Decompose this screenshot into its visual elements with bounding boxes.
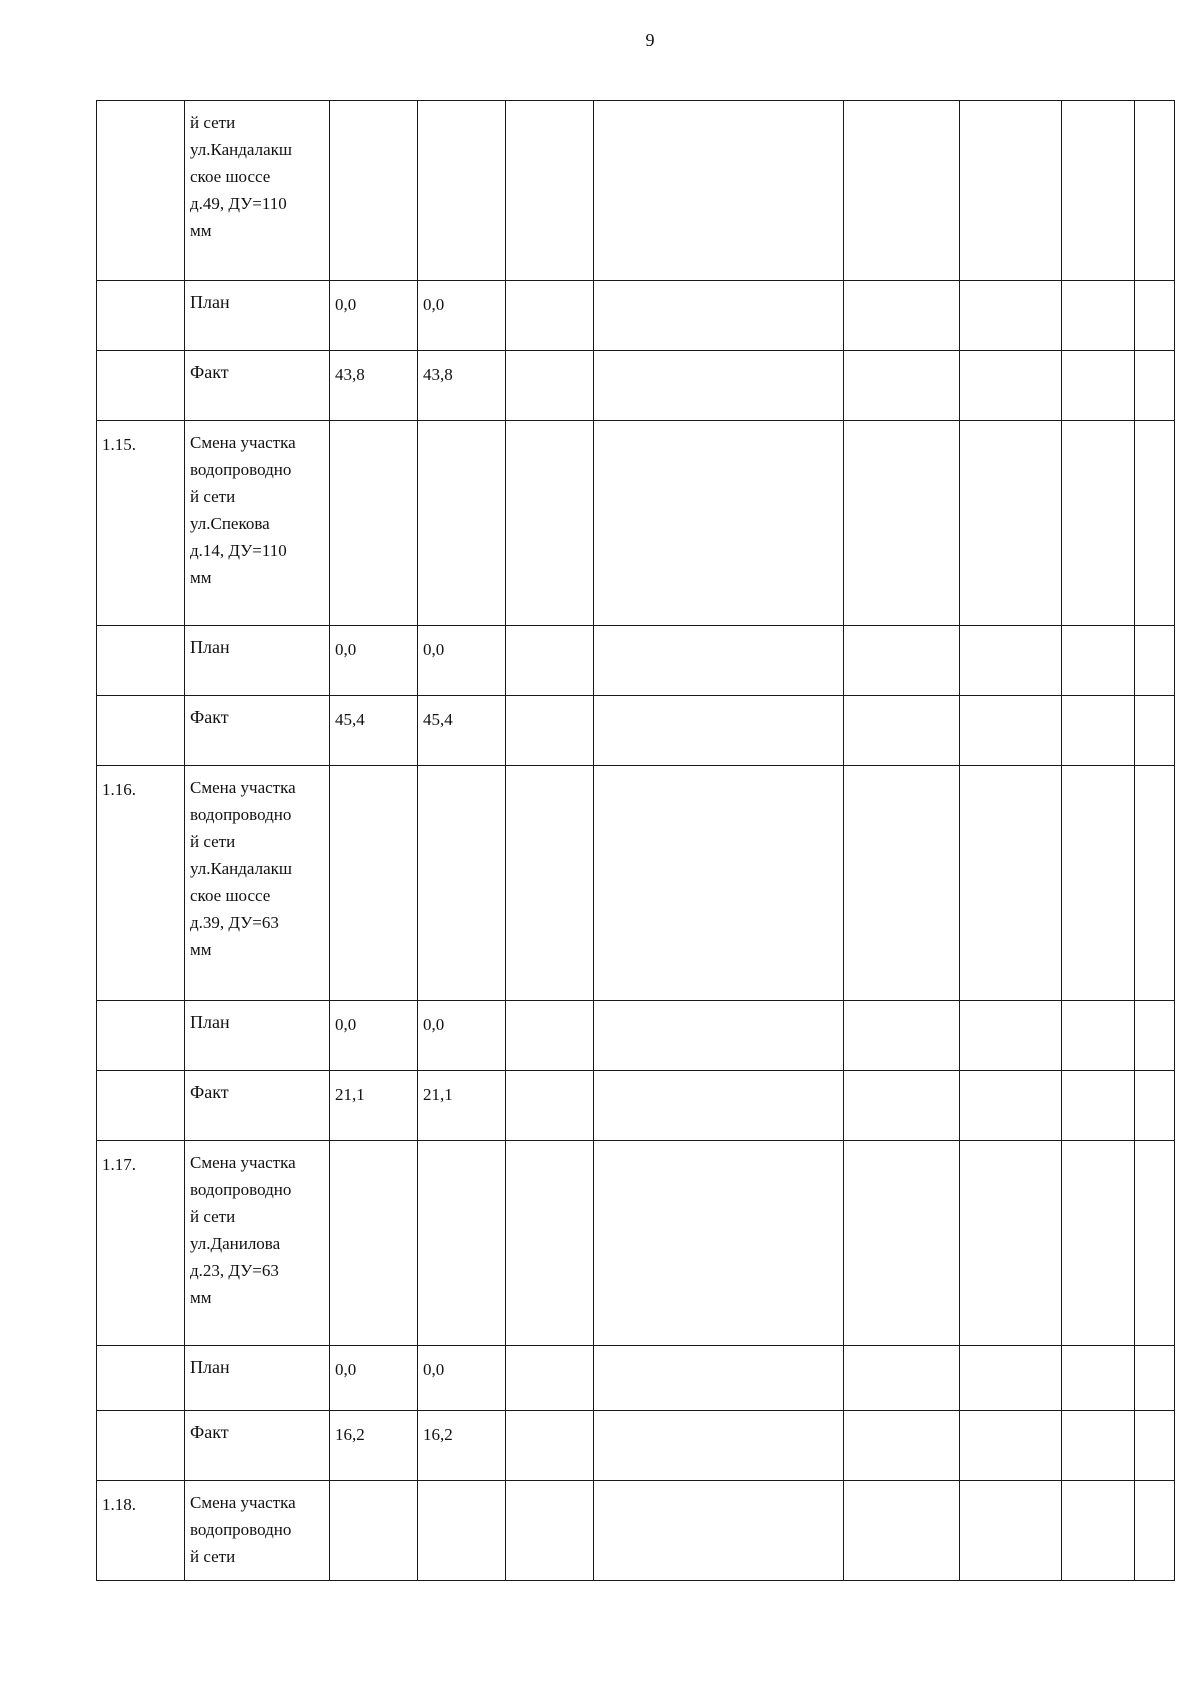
value-cell: 21,1 bbox=[330, 1071, 418, 1141]
empty-cell bbox=[1135, 1411, 1175, 1481]
empty-cell bbox=[960, 101, 1062, 281]
row-label-cell: План bbox=[185, 281, 330, 351]
row-label-cell: Факт bbox=[185, 1411, 330, 1481]
value-cell bbox=[418, 1481, 506, 1581]
empty-cell bbox=[1135, 1071, 1175, 1141]
empty-cell bbox=[506, 1411, 594, 1481]
empty-cell bbox=[1135, 101, 1175, 281]
empty-cell bbox=[844, 281, 960, 351]
empty-cell bbox=[594, 1346, 844, 1411]
empty-cell bbox=[960, 766, 1062, 1001]
item-description-cell: Смена участка водопроводно й сети ул.Данилова д.23, ДУ=63 мм bbox=[185, 1141, 330, 1346]
table-area bbox=[96, 100, 1175, 1581]
empty-cell bbox=[1135, 1141, 1175, 1346]
value-cell bbox=[418, 421, 506, 626]
item-description-cell: Смена участка водопроводно й сети ул.Кандалакш ское шоссе д.39, ДУ=63 мм bbox=[185, 766, 330, 1001]
empty-cell bbox=[960, 351, 1062, 421]
empty-cell bbox=[1062, 766, 1135, 1001]
empty-cell bbox=[960, 421, 1062, 626]
empty-cell bbox=[844, 351, 960, 421]
value-cell: 0,0 bbox=[330, 1346, 418, 1411]
empty-cell bbox=[960, 1001, 1062, 1071]
empty-cell bbox=[594, 766, 844, 1001]
value-cell bbox=[330, 766, 418, 1001]
empty-cell bbox=[844, 1071, 960, 1141]
empty-cell bbox=[844, 421, 960, 626]
empty-cell bbox=[594, 101, 844, 281]
value-cell: 0,0 bbox=[330, 281, 418, 351]
item-number-cell bbox=[97, 1346, 185, 1411]
empty-cell bbox=[844, 1346, 960, 1411]
value-cell bbox=[330, 1481, 418, 1581]
empty-cell bbox=[594, 1071, 844, 1141]
page-number: 9 bbox=[645, 30, 655, 50]
item-number-cell bbox=[97, 626, 185, 696]
empty-cell bbox=[594, 1481, 844, 1581]
empty-cell bbox=[506, 1481, 594, 1581]
empty-cell bbox=[1062, 101, 1135, 281]
item-number-cell bbox=[97, 101, 185, 281]
empty-cell bbox=[1062, 1001, 1135, 1071]
empty-cell bbox=[960, 1411, 1062, 1481]
empty-cell bbox=[1135, 1481, 1175, 1581]
value-cell: 21,1 bbox=[418, 1071, 506, 1141]
empty-cell bbox=[594, 696, 844, 766]
empty-cell bbox=[1135, 1001, 1175, 1071]
row-label-cell: План bbox=[185, 1001, 330, 1071]
empty-cell bbox=[1062, 626, 1135, 696]
value-cell bbox=[330, 1141, 418, 1346]
empty-cell bbox=[594, 1001, 844, 1071]
item-number-cell bbox=[97, 1411, 185, 1481]
empty-cell bbox=[844, 626, 960, 696]
empty-cell bbox=[1135, 1346, 1175, 1411]
empty-cell bbox=[844, 1411, 960, 1481]
value-cell bbox=[330, 101, 418, 281]
empty-cell bbox=[844, 1141, 960, 1346]
value-cell bbox=[418, 1141, 506, 1346]
value-cell: 43,8 bbox=[418, 351, 506, 421]
empty-cell bbox=[844, 1001, 960, 1071]
item-description-cell: Смена участка водопроводно й сети ул.Спекова д.14, ДУ=110 мм bbox=[185, 421, 330, 626]
row-label-cell: Факт bbox=[185, 1071, 330, 1141]
value-cell: 0,0 bbox=[330, 1001, 418, 1071]
item-number-cell bbox=[97, 1071, 185, 1141]
empty-cell bbox=[1062, 1141, 1135, 1346]
plan-row bbox=[97, 626, 1175, 696]
empty-cell bbox=[1062, 351, 1135, 421]
empty-cell bbox=[1062, 1411, 1135, 1481]
item-row bbox=[97, 766, 1175, 1001]
empty-cell bbox=[960, 1071, 1062, 1141]
empty-cell bbox=[1062, 1481, 1135, 1581]
empty-cell bbox=[844, 696, 960, 766]
item-row bbox=[97, 101, 1175, 281]
empty-cell bbox=[844, 101, 960, 281]
value-cell: 16,2 bbox=[330, 1411, 418, 1481]
empty-cell bbox=[960, 696, 1062, 766]
value-cell bbox=[330, 421, 418, 626]
plan-row bbox=[97, 1001, 1175, 1071]
empty-cell bbox=[506, 1141, 594, 1346]
row-label-cell: Факт bbox=[185, 351, 330, 421]
empty-cell bbox=[506, 766, 594, 1001]
value-cell: 45,4 bbox=[418, 696, 506, 766]
item-row bbox=[97, 1141, 1175, 1346]
empty-cell bbox=[506, 696, 594, 766]
item-number-cell: 1.18. bbox=[97, 1481, 185, 1581]
item-number-cell bbox=[97, 351, 185, 421]
empty-cell bbox=[594, 1411, 844, 1481]
fact-row bbox=[97, 1411, 1175, 1481]
empty-cell bbox=[506, 281, 594, 351]
empty-cell bbox=[506, 351, 594, 421]
empty-cell bbox=[594, 351, 844, 421]
empty-cell bbox=[1135, 766, 1175, 1001]
item-number-cell: 1.17. bbox=[97, 1141, 185, 1346]
empty-cell bbox=[506, 1001, 594, 1071]
item-row bbox=[97, 421, 1175, 626]
empty-cell bbox=[960, 1346, 1062, 1411]
plan-row bbox=[97, 281, 1175, 351]
empty-cell bbox=[1062, 1071, 1135, 1141]
empty-cell bbox=[960, 1141, 1062, 1346]
item-description-cell: Смена участка водопроводно й сети bbox=[185, 1481, 330, 1581]
data-table bbox=[96, 100, 1175, 1581]
item-number-cell bbox=[97, 1001, 185, 1071]
value-cell: 0,0 bbox=[418, 626, 506, 696]
value-cell: 0,0 bbox=[418, 281, 506, 351]
empty-cell bbox=[844, 766, 960, 1001]
empty-cell bbox=[594, 421, 844, 626]
empty-cell bbox=[960, 281, 1062, 351]
fact-row bbox=[97, 1071, 1175, 1141]
empty-cell bbox=[1062, 696, 1135, 766]
empty-cell bbox=[506, 1071, 594, 1141]
empty-cell bbox=[1062, 1346, 1135, 1411]
value-cell: 0,0 bbox=[418, 1346, 506, 1411]
value-cell bbox=[418, 766, 506, 1001]
value-cell: 16,2 bbox=[418, 1411, 506, 1481]
empty-cell bbox=[506, 421, 594, 626]
value-cell bbox=[418, 101, 506, 281]
item-number-cell bbox=[97, 696, 185, 766]
empty-cell bbox=[1135, 351, 1175, 421]
empty-cell bbox=[1135, 696, 1175, 766]
empty-cell bbox=[960, 1481, 1062, 1581]
item-row bbox=[97, 1481, 1175, 1581]
empty-cell bbox=[594, 1141, 844, 1346]
empty-cell bbox=[1062, 281, 1135, 351]
row-label-cell: План bbox=[185, 626, 330, 696]
empty-cell bbox=[1135, 626, 1175, 696]
fact-row bbox=[97, 696, 1175, 766]
empty-cell bbox=[844, 1481, 960, 1581]
item-number-cell: 1.15. bbox=[97, 421, 185, 626]
value-cell: 0,0 bbox=[330, 626, 418, 696]
empty-cell bbox=[594, 281, 844, 351]
empty-cell bbox=[1062, 421, 1135, 626]
empty-cell bbox=[506, 1346, 594, 1411]
empty-cell bbox=[960, 626, 1062, 696]
item-number-cell: 1.16. bbox=[97, 766, 185, 1001]
plan-row bbox=[97, 1346, 1175, 1411]
empty-cell bbox=[1135, 281, 1175, 351]
row-label-cell: Факт bbox=[185, 696, 330, 766]
empty-cell bbox=[1135, 421, 1175, 626]
table-body bbox=[97, 101, 1175, 1581]
row-label-cell: План bbox=[185, 1346, 330, 1411]
value-cell: 43,8 bbox=[330, 351, 418, 421]
empty-cell bbox=[506, 101, 594, 281]
empty-cell bbox=[506, 626, 594, 696]
value-cell: 45,4 bbox=[330, 696, 418, 766]
item-number-cell bbox=[97, 281, 185, 351]
value-cell: 0,0 bbox=[418, 1001, 506, 1071]
item-description-cell: й сети ул.Кандалакш ское шоссе д.49, ДУ=110 мм bbox=[185, 101, 330, 281]
fact-row bbox=[97, 351, 1175, 421]
empty-cell bbox=[594, 626, 844, 696]
